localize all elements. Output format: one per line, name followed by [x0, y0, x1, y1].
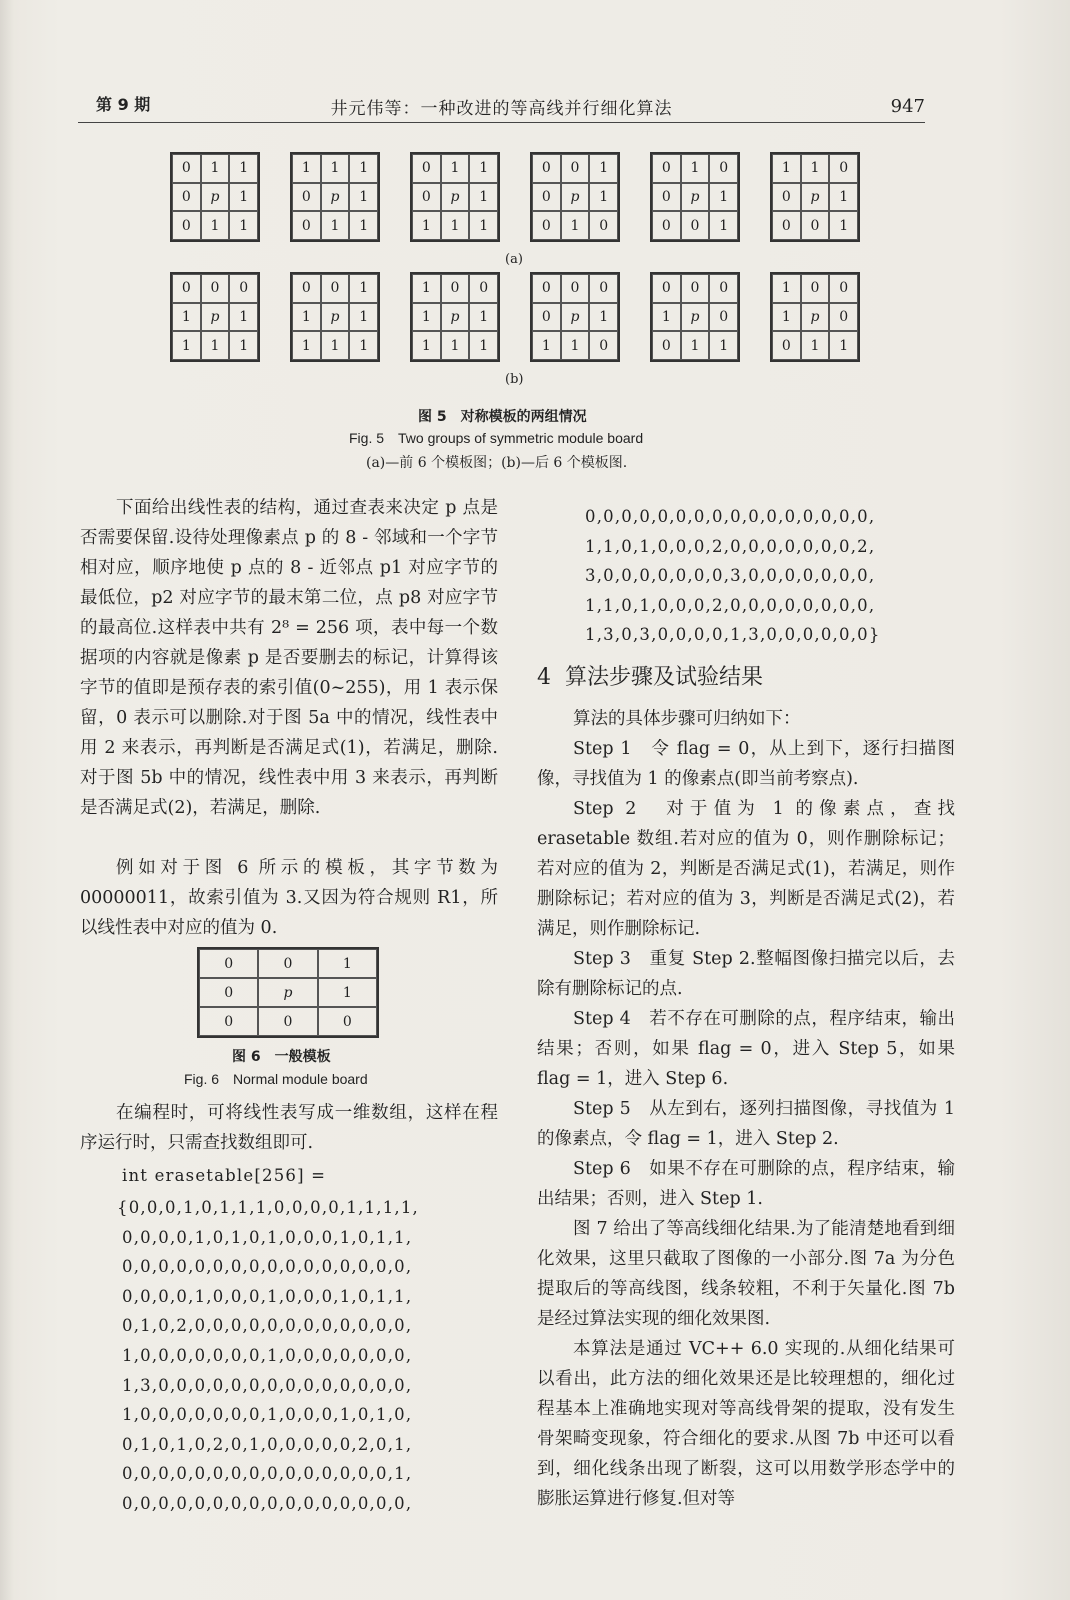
- template-cell: 0: [561, 274, 590, 303]
- template-cell: 1: [561, 331, 590, 360]
- template-cell: 1: [229, 211, 258, 240]
- section-number: 4: [537, 665, 551, 690]
- template-cell: 1: [652, 303, 681, 332]
- template-cell: 1: [441, 154, 470, 183]
- template-cell: 0: [829, 274, 858, 303]
- figure-5-caption-en: Fig. 5 Two groups of symmetric module board: [349, 430, 644, 446]
- template-cell: 1: [772, 154, 801, 183]
- template-cell: 1: [709, 211, 738, 240]
- section-4-heading: [537, 660, 763, 691]
- template-cell: 0: [469, 274, 498, 303]
- code-line: 0,1,0,1,0,2,0,1,0,0,0,0,0,2,0,1,: [122, 1434, 413, 1454]
- template-cell: 0: [172, 211, 201, 240]
- left-paragraph-2: 例如对于图 6 所示的模板，其字节数为 00000011，故索引值为 3.又因为符合规则 R1，所以线性表中对应的值为 0.: [80, 858, 498, 938]
- template-cell: 1: [412, 274, 441, 303]
- template-cell: 0: [801, 274, 830, 303]
- template-cell: 1: [772, 303, 801, 332]
- template-cell: 0: [801, 211, 830, 240]
- template-cell: 1: [349, 211, 378, 240]
- template-cell: 0: [681, 274, 710, 303]
- step-5: Step 5 从左到右，逐列扫描图像，寻找值为 1 的像素点，令 flag = 1，进入 Step 2.: [537, 1099, 955, 1149]
- template-cell: p: [441, 303, 470, 332]
- template-cell: p: [801, 303, 830, 332]
- template-grid-b-5: [650, 272, 740, 362]
- template-cell: 1: [801, 331, 830, 360]
- template-cell: p: [681, 183, 710, 212]
- template-cell: 1: [709, 183, 738, 212]
- template-cell: 1: [201, 211, 230, 240]
- figure-5-note: (a)—前 6 个模板图；(b)—后 6 个模板图.: [366, 455, 628, 471]
- template-grid-a-2: [290, 152, 380, 242]
- template-cell: 1: [349, 274, 378, 303]
- left-paragraph-1: 下面给出线性表的结构，通过查表来决定 p 点是否需要保留.设待处理像素点 p 的 8 - 邻域和一个字节相对应，顺序地使 p 点的 8 - 近邻点 p1 对应字节的最低位，p2 对应字节的最末第二位，点 p8 对应字节的最高位.这样表中共有 2⁸ = 256 项，表中每一个数据项的内容就是像素 p 是否要删去的标记，计算得该字节的值即是预存表的索引值(0~255)，用 1 表示保留，0 表示可以删除.对于图 5a 中的情况，线性表中用 2 来表示，再判断是否满足式(1)，若满足，删除.对于图 5b 中的情况，线性表中用 3 来表示，再判断是否满足式(2)，若满足，删除.: [80, 498, 498, 818]
- template-cell: 0: [829, 154, 858, 183]
- template-cell: 0: [589, 274, 618, 303]
- template-cell: 1: [172, 331, 201, 360]
- template-cell: p: [801, 183, 830, 212]
- template-cell: 1: [229, 303, 258, 332]
- template-grid-a-5: [650, 152, 740, 242]
- template-cell: 1: [349, 154, 378, 183]
- template-cell: p: [441, 183, 470, 212]
- template-cell: 0: [561, 154, 590, 183]
- paragraph-conclusion: 本算法是通过 VC++ 6.0 实现的.从细化结果可以看出，此方法的细化效果还是比较理想的，细化过程基本上准确地实现对等高线骨架的提取，没有发生骨架畸变现象，符合细化的要求.从图 7b 中还可以看到，细化线条出现了断裂，这可以用数学形态学中的膨胀运算进行修复.但对等: [537, 1339, 955, 1509]
- code-line: 3,0,0,0,0,0,0,0,3,0,0,0,0,0,0,0,: [585, 566, 876, 586]
- code-line: 1,0,0,0,0,0,0,0,1,0,0,0,0,0,0,0,: [122, 1346, 413, 1365]
- template-cell: 1: [469, 331, 498, 360]
- template-cell: 1: [201, 331, 230, 360]
- template-cell: 1: [469, 211, 498, 240]
- fig6-cell: 0: [199, 1007, 258, 1036]
- code-line: 1,1,0,1,0,0,0,2,0,0,0,0,0,0,0,2,: [585, 536, 876, 556]
- template-cell: 1: [532, 331, 561, 360]
- template-cell: p: [321, 303, 350, 332]
- template-cell: 0: [589, 331, 618, 360]
- template-cell: 0: [532, 303, 561, 332]
- template-cell: 0: [412, 154, 441, 183]
- fig6-cell: 0: [318, 1007, 377, 1036]
- running-header: [78, 88, 925, 123]
- template-cell: 1: [172, 303, 201, 332]
- template-cell: 0: [201, 274, 230, 303]
- template-cell: 0: [532, 211, 561, 240]
- template-cell: 1: [772, 274, 801, 303]
- template-cell: 1: [829, 183, 858, 212]
- figure-6-grid: [197, 947, 379, 1038]
- template-cell: p: [201, 303, 230, 332]
- template-cell: 1: [589, 303, 618, 332]
- template-cell: 0: [292, 274, 321, 303]
- template-cell: 1: [412, 331, 441, 360]
- step-6: Step 6 如果不存在可删除的点，程序结束，输出结果；否则，进入 Step 1.: [537, 1159, 955, 1209]
- template-grid-a-3: [410, 152, 500, 242]
- figure-6-caption-en: Fig. 6 Normal module board: [184, 1071, 368, 1087]
- issue-number: 第 9 期: [96, 95, 151, 114]
- template-cell: 0: [532, 274, 561, 303]
- template-cell: 1: [829, 331, 858, 360]
- figure-5b-label: (b): [505, 372, 524, 387]
- template-grid-a-4: [530, 152, 620, 242]
- template-cell: 1: [349, 331, 378, 360]
- fig6-cell: 1: [318, 978, 377, 1007]
- template-cell: 1: [292, 303, 321, 332]
- template-cell: 0: [412, 183, 441, 212]
- code-line: 0,0,0,0,1,0,0,0,1,0,0,0,1,0,1,1,: [122, 1286, 413, 1306]
- template-cell: 0: [441, 274, 470, 303]
- template-cell: 0: [652, 331, 681, 360]
- template-cell: 0: [772, 211, 801, 240]
- template-cell: 1: [589, 183, 618, 212]
- template-cell: p: [321, 183, 350, 212]
- template-cell: 1: [589, 154, 618, 183]
- template-cell: 1: [441, 211, 470, 240]
- template-cell: 1: [561, 211, 590, 240]
- template-cell: 0: [589, 211, 618, 240]
- template-cell: 1: [229, 154, 258, 183]
- fig6-cell: p: [258, 978, 317, 1007]
- code-line: 0,0,0,0,1,0,1,0,1,0,0,0,1,0,1,1,: [122, 1227, 413, 1247]
- step-1: Step 1 令 flag = 0，从上到下，逐行扫描图像，寻找值为 1 的像素点(即当前考察点).: [537, 739, 955, 789]
- template-cell: 0: [772, 331, 801, 360]
- template-grid-b-1: [170, 272, 260, 362]
- template-cell: 0: [772, 183, 801, 212]
- template-cell: 1: [801, 154, 830, 183]
- step-4: Step 4 若不存在可删除的点，程序结束，输出结果；否则，如果 flag = 0，进入 Step 5，如果 flag = 1，进入 Step 6.: [537, 1009, 955, 1089]
- code-line: 0,1,0,2,0,0,0,0,0,0,0,0,0,0,0,0,: [122, 1316, 413, 1336]
- template-cell: 0: [292, 211, 321, 240]
- fig6-cell: 0: [258, 1007, 317, 1036]
- fig6-cell: 1: [318, 949, 377, 978]
- template-cell: 0: [172, 274, 201, 303]
- template-cell: 0: [172, 183, 201, 212]
- template-cell: 1: [292, 154, 321, 183]
- left-paragraph-3: 在编程时，可将线性表写成一维数组，这样在程序运行时，只需查找数组即可.: [80, 1103, 498, 1153]
- code-line: 0,0,0,0,0,0,0,0,0,0,0,0,0,0,0,0,: [122, 1494, 413, 1513]
- template-grid-b-2: [290, 272, 380, 362]
- step-3: Step 3 重复 Step 2.整幅图像扫描完以后，去除有删除标记的点.: [537, 949, 955, 999]
- template-cell: 0: [709, 303, 738, 332]
- step-2: Step 2 对于值为 1 的像素点，查找 erasetable 数组.若对应的值为 0，则作删除标记；若对应的值为 2，判断是否满足式(1)，若满足，则作删除标记；若对应的值为 3，判断是否满足式(2)，若满足，则作删除标记.: [537, 799, 955, 939]
- template-cell: 0: [321, 274, 350, 303]
- template-cell: 0: [532, 154, 561, 183]
- figure-6-caption-zh: 图 6 一般模板: [232, 1049, 331, 1065]
- template-grid-b-6: [770, 272, 860, 362]
- template-cell: p: [561, 183, 590, 212]
- template-cell: 0: [172, 154, 201, 183]
- template-cell: 1: [469, 303, 498, 332]
- template-cell: 0: [681, 211, 710, 240]
- code-line: 1,1,0,1,0,0,0,2,0,0,0,0,0,0,0,0,: [585, 595, 876, 615]
- section-4-intro: 算法的具体步骤可归纳如下：: [573, 709, 801, 729]
- template-cell: 0: [709, 274, 738, 303]
- fig6-cell: 0: [258, 949, 317, 978]
- code-line: 1,0,0,0,0,0,0,0,1,0,0,0,1,0,1,0,: [122, 1405, 413, 1425]
- template-cell: 1: [321, 154, 350, 183]
- template-cell: 1: [412, 303, 441, 332]
- template-cell: 0: [532, 183, 561, 212]
- code-line: 0,0,0,0,0,0,0,0,0,0,0,0,0,0,0,0,: [585, 507, 876, 526]
- template-cell: 1: [681, 154, 710, 183]
- template-grid-a-6: [770, 152, 860, 242]
- figure-5a-label: (a): [505, 252, 523, 267]
- template-cell: p: [681, 303, 710, 332]
- template-cell: 1: [469, 183, 498, 212]
- template-cell: 1: [201, 154, 230, 183]
- template-cell: 1: [321, 211, 350, 240]
- template-cell: 1: [829, 211, 858, 240]
- template-cell: 0: [709, 154, 738, 183]
- template-cell: 0: [829, 303, 858, 332]
- code-declaration: int erasetable[256] =: [122, 1166, 327, 1185]
- template-cell: 1: [349, 183, 378, 212]
- template-cell: 0: [652, 274, 681, 303]
- template-grid-b-3: [410, 272, 500, 362]
- template-cell: 1: [321, 331, 350, 360]
- template-cell: 1: [349, 303, 378, 332]
- template-cell: 1: [229, 331, 258, 360]
- figure-5-caption-zh: 图 5 对称模板的两组情况: [418, 409, 587, 425]
- template-cell: p: [561, 303, 590, 332]
- code-line: {0,0,0,1,0,1,1,1,0,0,0,0,1,1,1,1,: [117, 1198, 419, 1217]
- code-line: 1,3,0,0,0,0,0,0,0,0,0,0,0,0,0,0,: [122, 1375, 413, 1395]
- template-cell: 1: [441, 331, 470, 360]
- page-number: 947: [890, 96, 925, 117]
- code-line: 1,3,0,3,0,0,0,0,1,3,0,0,0,0,0,0}: [585, 625, 881, 645]
- template-cell: 1: [469, 154, 498, 183]
- template-cell: 0: [652, 211, 681, 240]
- template-grid-b-4: [530, 272, 620, 362]
- code-line: 0,0,0,0,0,0,0,0,0,0,0,0,0,0,0,0,: [122, 1257, 413, 1277]
- template-grid-a-1: [170, 152, 260, 242]
- template-cell: 0: [652, 183, 681, 212]
- paragraph-fig7: 图 7 给出了等高线细化结果.为了能清楚地看到细化效果，这里只截取了图像的一小部分.图 7a 为分色提取后的等高线图，线条较粗，不利于矢量化.图 7b 是经过算法实现的细化效果图.: [537, 1219, 955, 1329]
- template-cell: p: [201, 183, 230, 212]
- section-title: 算法步骤及试验结果: [565, 665, 764, 690]
- template-cell: 0: [292, 183, 321, 212]
- template-cell: 0: [229, 274, 258, 303]
- code-line: 0,0,0,0,0,0,0,0,0,0,0,0,0,0,0,1,: [122, 1464, 413, 1484]
- template-cell: 1: [709, 331, 738, 360]
- fig6-cell: 0: [199, 978, 258, 1007]
- template-cell: 1: [292, 331, 321, 360]
- template-cell: 1: [412, 211, 441, 240]
- template-cell: 1: [229, 183, 258, 212]
- running-title: 井元伟等：一种改进的等高线并行细化算法: [330, 99, 673, 119]
- fig6-cell: 0: [199, 949, 258, 978]
- template-cell: 1: [681, 331, 710, 360]
- template-cell: 0: [652, 154, 681, 183]
